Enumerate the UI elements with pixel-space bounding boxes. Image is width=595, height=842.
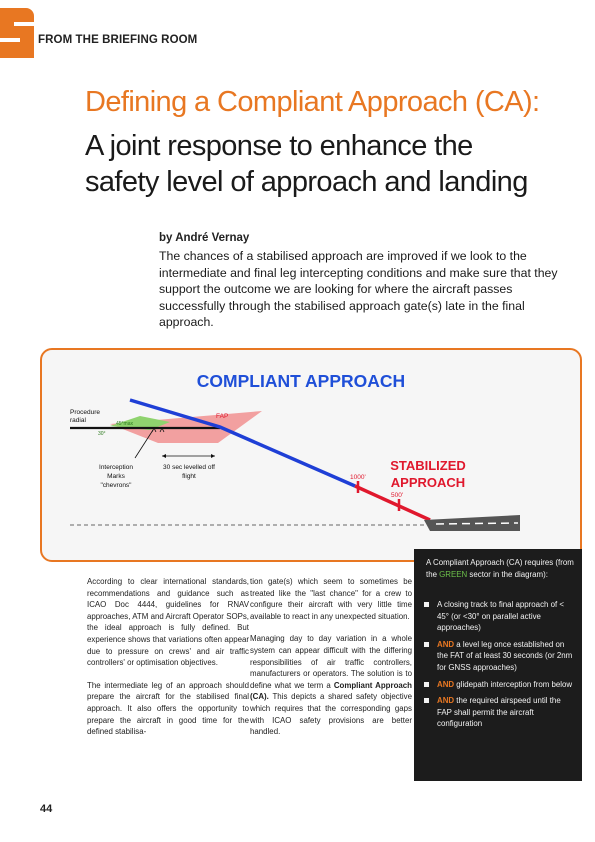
requirement-text: glidepath interception from below: [454, 679, 573, 689]
col1-paragraph-2: The intermediate leg of an approach should prepare the aircraft for the stabilised final approach. It also offers the opportunity to prepare the aircraft in good time for the defined stabilisa-: [87, 680, 249, 737]
requirement-item: [424, 695, 576, 730]
s-logo-icon: [0, 4, 34, 58]
levelled-arrowhead-left: [162, 454, 166, 458]
square-bullet-icon: [424, 682, 429, 687]
page-number: 44: [40, 803, 53, 815]
square-bullet-icon: [424, 698, 429, 703]
col2-p2-text-c: This depicts a shared safety objective which requires that the corresponding gaps with ICAO safety provisions are better handled.: [250, 692, 412, 737]
sidebar-heading: [426, 557, 576, 580]
and-label: AND: [437, 696, 455, 706]
body-column-1: [87, 576, 249, 749]
sidebar-head-a: A Compliant Approach (CA) requires (from the: [426, 558, 574, 579]
diagram-title: COMPLIANT APPROACH: [196, 371, 406, 391]
sidebar-head-b: sector in the diagram):: [467, 569, 548, 579]
500ft-label: 500': [391, 492, 404, 499]
title-line-2: safety level of approach and landing: [85, 166, 528, 198]
square-bullet-icon: [424, 642, 429, 647]
requirement-text: a level leg once established on the FAT of at least 30 seconds (or 2nm for GNSS approaches): [437, 639, 573, 672]
and-label: AND: [437, 639, 455, 649]
title-line-1: A joint response to enhance the: [85, 130, 473, 162]
section-title: FROM THE BRIEFING ROOM: [38, 34, 198, 46]
article-title-orange: Defining a Compliant Approach (CA):: [85, 86, 540, 118]
article-title-black: [85, 128, 585, 200]
col2-paragraph-1: tion gate(s) which seem to sometimes be treated like the "last chance" for a crew to configure their aircraft with very little time available to react in any unexpected situation.: [250, 577, 412, 621]
byline: by André Vernay: [159, 232, 250, 244]
col1-paragraph-1: According to clear international standards, recommendations and guidance such as ICAO Doc 4444, guidelines for RNAV approaches, ATM and Aircraft Operator SOPs, the ideal approach is fully defined. But experience shows that variations often appear due to pressure on crews' and air traffic controllers' or optimisation objectives.: [87, 577, 249, 668]
intro-paragraph: The chances of a stabilised approach are improved if we look to the intermediate and final leg intercepting conditions and make sure that they support the outcome we are looking for where the aircraft passes successfully through the stabilised approach gate(s) late in the final approach.: [159, 249, 558, 330]
fap-label: FAP: [216, 413, 229, 420]
requirement-item: [424, 679, 576, 691]
stabilized-label-2: APPROACH: [390, 475, 466, 490]
col2-paragraph-2: [250, 633, 412, 737]
col2-p2-text-a: Managing day to day variation in a whole system can appear difficult with the differing responsibilities of air traffic controllers, manufacturers or operators. The solution is to define what we term a: [250, 634, 412, 690]
interception-label: Interception Marks "chevrons": [99, 464, 133, 489]
stabilized-label-1: STABILIZED: [390, 458, 466, 473]
levelled-label: 30 sec levelled off flight: [163, 464, 215, 480]
requirement-text: the required airspeed until the FAP shall permit the aircraft configuration: [437, 696, 561, 729]
body-column-2: [250, 576, 412, 749]
and-label: AND: [437, 679, 455, 689]
procedure-radial-label: Procedure radial: [70, 409, 100, 424]
requirements-list: [424, 599, 576, 735]
col2-p2-bold: Compliant Approach (CA).: [250, 680, 412, 702]
angle-45-label: 45°max: [116, 421, 134, 427]
requirement-item: [424, 639, 576, 674]
requirements-sidebar: [414, 549, 582, 781]
1000ft-label: 1000': [350, 474, 366, 481]
angle-30-label: 30°: [98, 431, 106, 437]
levelled-arrowhead-right: [211, 454, 215, 458]
sidebar-head-green: GREEN: [439, 569, 468, 579]
compliant-approach-diagram: [40, 348, 582, 562]
requirement-item: [424, 599, 576, 634]
requirement-text: A closing track to final approach of < 45° (or <30° on parallel active approaches): [437, 600, 564, 633]
square-bullet-icon: [424, 602, 429, 607]
